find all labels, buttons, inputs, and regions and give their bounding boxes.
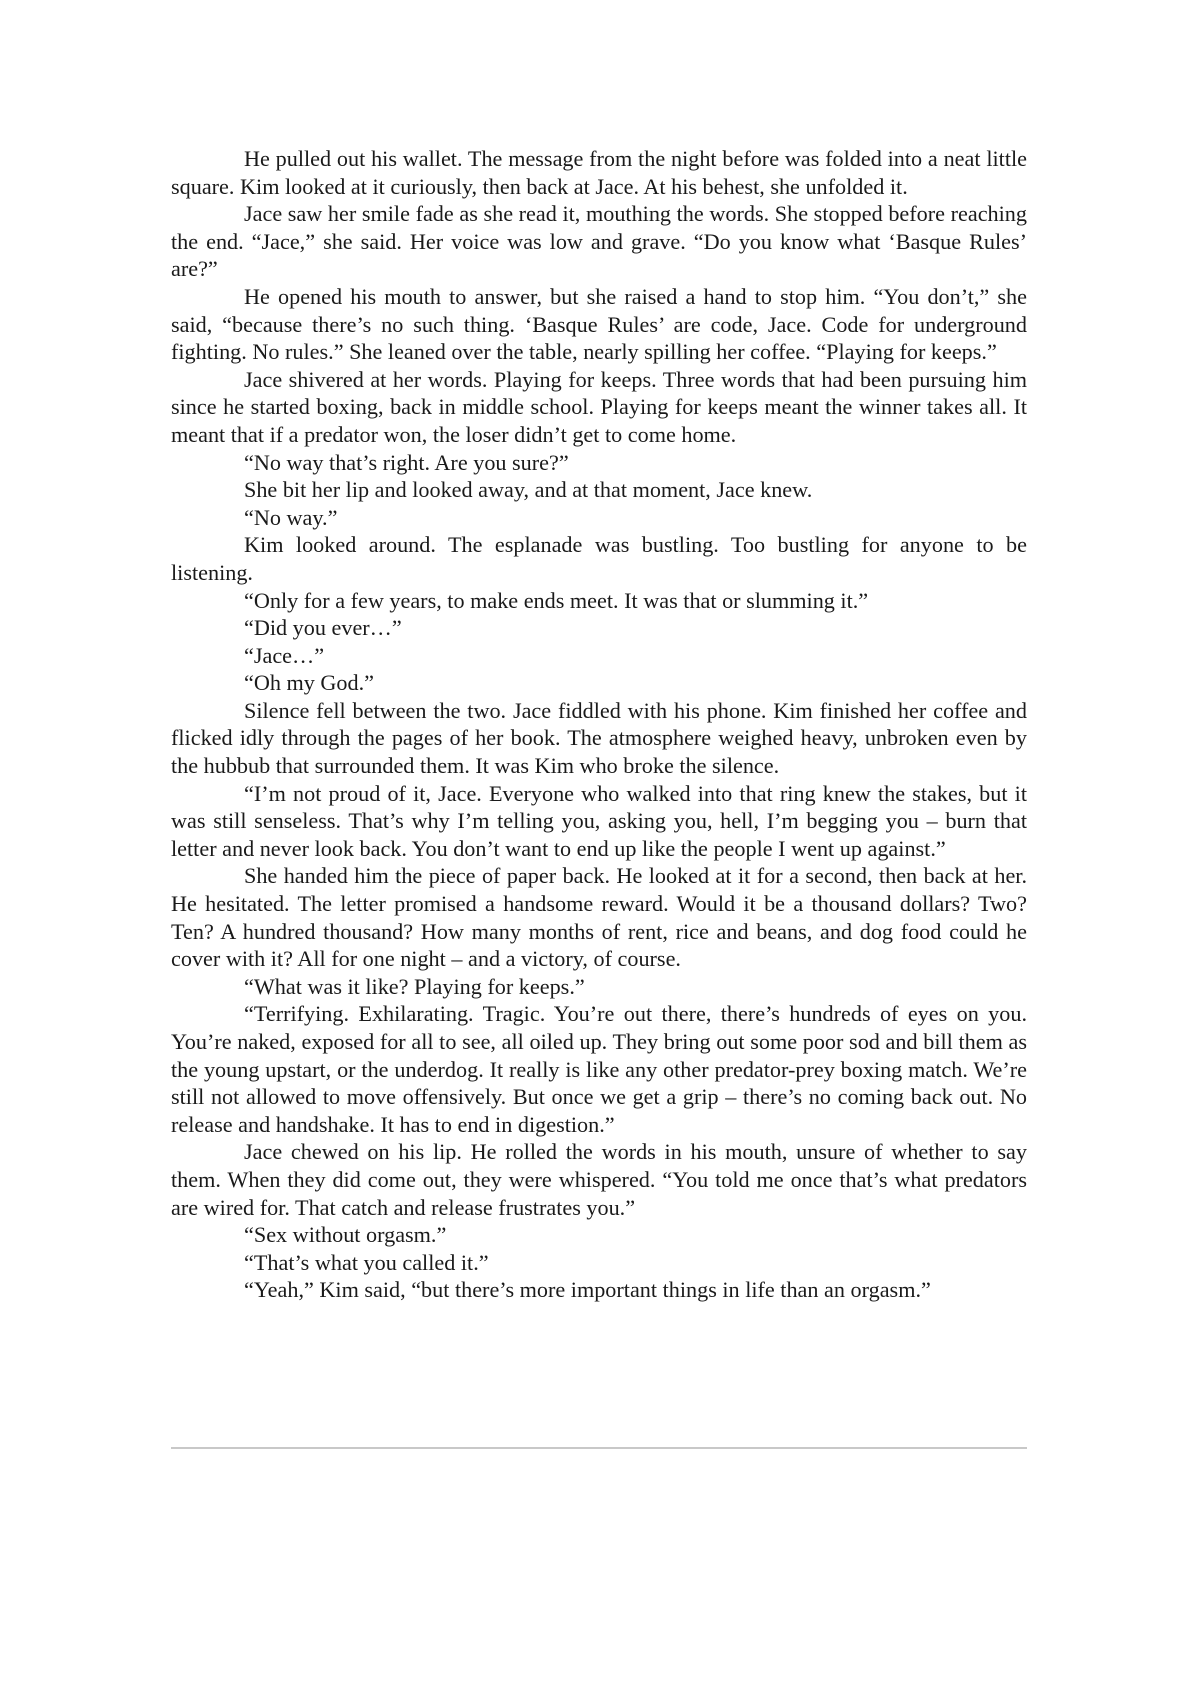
paragraph: Jace chewed on his lip. He rolled the words in his mouth, unsure of whether to say them. When they did come out, they were whispered. “You told me once that’s what predators are wired for. That catch and release frustrates you.” bbox=[171, 1139, 1027, 1220]
paragraph: “Jace…” bbox=[244, 642, 325, 668]
paragraph: “Terrifying. Exhilarating. Tragic. You’re out there, there’s hundreds of eyes on you. You’re naked, exposed for all to see, all oiled up. They bring out some poor sod and bill them as the young upstart, or the underdog. It really is like any other predator-prey boxing match. We’re still not allowed to move offensively. But once we get a grip – there’s no coming back out. No release and handshake. It has to end in digestion.” bbox=[171, 1001, 1027, 1137]
paragraph: Silence fell between the two. Jace fiddled with his phone. Kim finished her coffee and flicked idly through the pages of her book. The atmosphere weighed heavy, unbroken even by the hubbub that surrounded them. It was Kim who broke the silence. bbox=[171, 697, 1027, 779]
document-body bbox=[171, 145, 1027, 1304]
paragraph: He pulled out his wallet. The message from the night before was folded into a neat little square. Kim looked at it curiously, then back at Jace. At his behest, she unfolded it. bbox=[171, 146, 1027, 199]
paragraph: “No way.” bbox=[244, 504, 338, 530]
paragraph: “Oh my God.” bbox=[244, 670, 375, 696]
paragraph: “No way that’s right. Are you sure?” bbox=[244, 449, 569, 475]
paragraph: Jace shivered at her words. Playing for keeps. Three words that had been pursuing him since he started boxing, back in middle school. Playing for keeps meant the winner takes all. It meant that if a predator won, the loser didn’t get to come home. bbox=[171, 366, 1027, 447]
paragraph: “What was it like? Playing for keeps.” bbox=[244, 973, 585, 999]
footer-divider bbox=[171, 1447, 1027, 1449]
paragraph: She bit her lip and looked away, and at that moment, Jace knew. bbox=[244, 477, 813, 503]
paragraph: “That’s what you called it.” bbox=[244, 1249, 489, 1275]
paragraph: She handed him the piece of paper back. He looked at it for a second, then back at her. He hesitated. The letter promised a handsome reward. Would it be a thousand dollars? Two? Ten? A hundred thousand? How many months of rent, rice and beans, and dog food could he cover with it? All for one night – and a victory, of course. bbox=[171, 863, 1027, 972]
paragraph: “I’m not proud of it, Jace. Everyone who walked into that ring knew the stakes, but it was still senseless. That’s why I’m telling you, asking you, hell, I’m begging you – burn that letter and never look back. You don’t want to end up like the people I went up against.” bbox=[171, 780, 1027, 861]
paragraph: He opened his mouth to answer, but she raised a hand to stop him. “You don’t,” she said, “because there’s no such thing. ‘Basque Rules’ are code, Jace. Code for underground fighting. No rules.” She leaned over the table, nearly spilling her coffee. “Playing for keeps.” bbox=[171, 283, 1027, 365]
paragraph: “Yeah,” Kim said, “but there’s more important things in life than an orgasm.” bbox=[244, 1277, 931, 1303]
paragraph: Kim looked around. The esplanade was bustling. Too bustling for anyone to be listening. bbox=[171, 532, 1027, 585]
paragraph: “Only for a few years, to make ends meet. It was that or slumming it.” bbox=[244, 587, 869, 613]
paragraph: “Did you ever…” bbox=[244, 615, 402, 641]
paragraph: Jace saw her smile fade as she read it, mouthing the words. She stopped before reaching the end. “Jace,” she said. Her voice was low and grave. “Do you know what ‘Basque Rules’ are?” bbox=[171, 201, 1027, 282]
paragraph: “Sex without orgasm.” bbox=[244, 1222, 447, 1248]
